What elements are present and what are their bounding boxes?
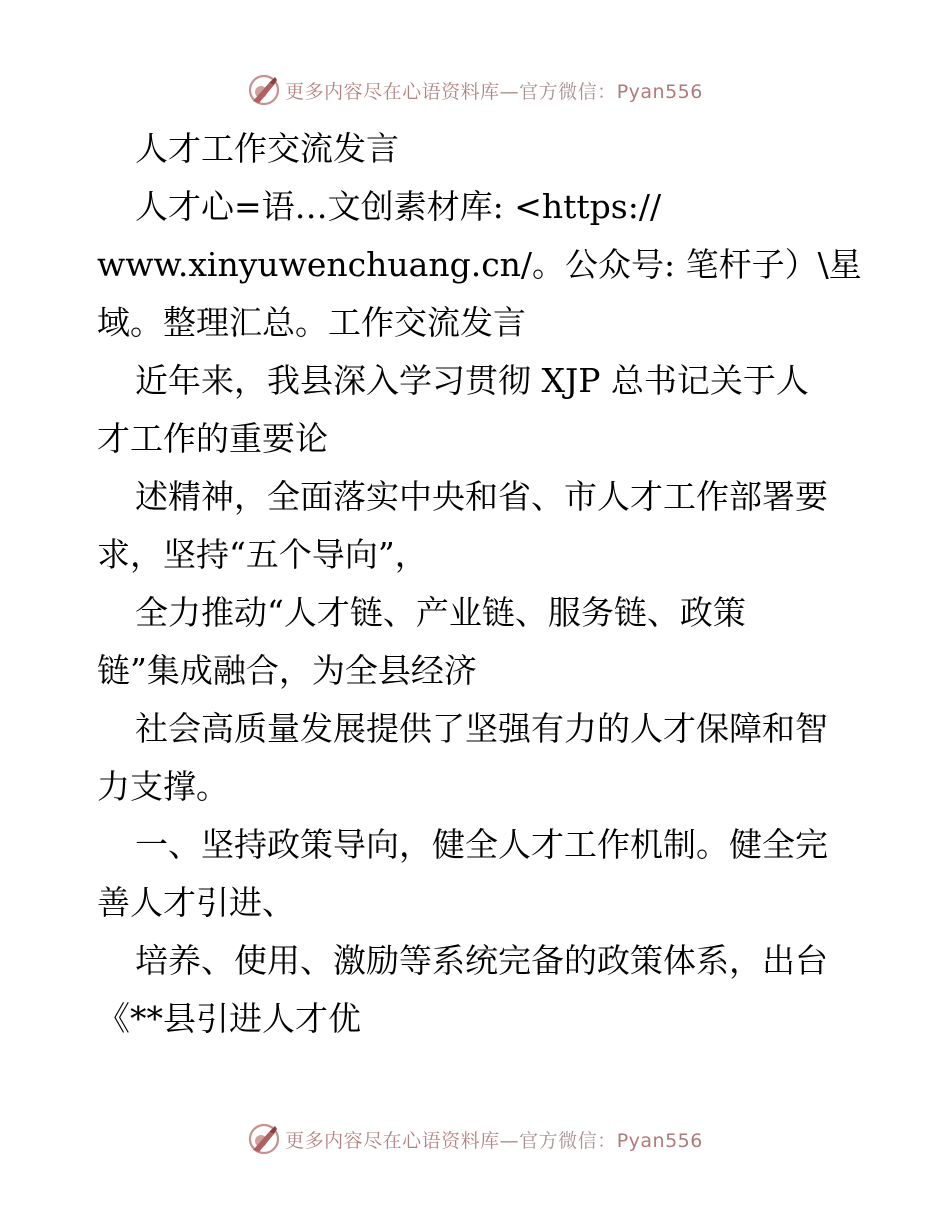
pen-logo-icon <box>247 73 281 107</box>
text-line: www.xinyuwenchuang.cn/。公众号: 笔杆子）\星 <box>97 245 862 284</box>
text-line: 近年来，我县深入学习贯彻 XJP 总书记关于人 <box>135 361 809 400</box>
watermark-brand: 更多内容尽在心语资料库 <box>285 1129 500 1152</box>
watermark-wechat-label: 官方微信： <box>519 1129 617 1152</box>
text-line: 域。整理汇总。工作交流发言 <box>97 303 526 342</box>
text-line: 培养、使用、激励等系统完备的政策体系，出台 <box>135 941 828 980</box>
text-line: 人才心=语…文创素材库: <https:// <box>135 187 662 226</box>
watermark-wechat-id: Pyan556 <box>616 80 703 103</box>
text-line: 求，坚持“五个导向”， <box>97 535 428 574</box>
text-line: 述精神，全面落实中央和省、市人才工作部署要 <box>135 477 828 516</box>
text-line: 社会高质量发展提供了坚强有力的人才保障和智 <box>135 709 828 748</box>
header-watermark <box>0 70 950 110</box>
section-heading-line: 一、坚持政策导向，健全人才工作机制。健全完 <box>135 825 828 864</box>
document-title: 人才工作交流发言 <box>135 129 399 168</box>
text-line: 《**县引进人才优 <box>97 999 361 1038</box>
watermark-text <box>285 1126 703 1153</box>
watermark-separator: — <box>499 1129 520 1152</box>
text-line: 全力推动“人才链、产业链、服务链、政策 <box>135 593 746 632</box>
document-body <box>97 120 862 1048</box>
watermark-wechat-label: 官方微信： <box>519 80 617 103</box>
text-line: 才工作的重要论 <box>97 419 328 458</box>
footer-watermark <box>0 1119 950 1159</box>
watermark-wechat-id: Pyan556 <box>616 1129 703 1152</box>
watermark-separator: — <box>499 80 520 103</box>
text-line: 善人才引进、 <box>97 883 295 922</box>
pen-logo-icon <box>247 1122 281 1156</box>
text-line: 力支撑。 <box>97 767 229 806</box>
watermark-brand: 更多内容尽在心语资料库 <box>285 80 500 103</box>
text-line: 链”集成融合，为全县经济 <box>97 651 477 690</box>
watermark-text <box>285 77 703 104</box>
